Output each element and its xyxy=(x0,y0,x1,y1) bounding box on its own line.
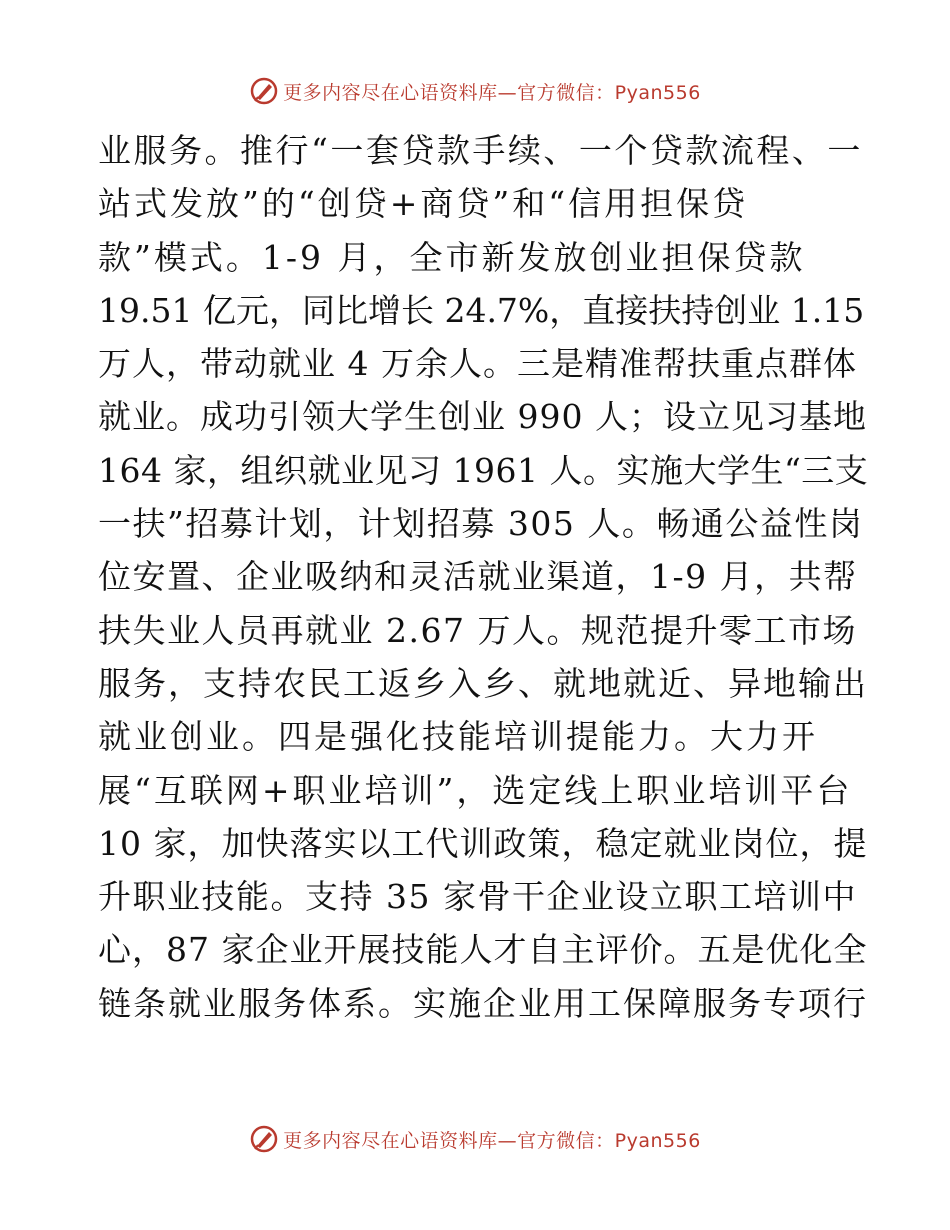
body-line: 链条就业服务体系。实施企业用工保障服务专项行 xyxy=(98,983,868,1023)
body-line: 19.51 亿元，同比增长 24.7%，直接扶持创业 1.15 xyxy=(98,290,865,330)
body-line: 扶失业人员再就业 2.67 万人。规范提升零工市场 xyxy=(98,610,857,650)
body-line: 一扶”招募计划，计划招募 305 人。畅通公益性岗 xyxy=(98,504,864,544)
header-watermark xyxy=(0,71,950,111)
body-line: 站式发放”的“创贷+商贷”和“信用担保贷 xyxy=(98,184,749,224)
quill-pen-logo-icon xyxy=(249,1124,279,1154)
quill-pen-logo-icon xyxy=(249,76,279,106)
footer-watermark-text: 更多内容尽在心语资料库—官方微信：Pyan556 xyxy=(283,1129,701,1152)
body-line: 服务，支持农民工返乡入乡、就地就近、异地输出 xyxy=(98,663,868,703)
body-line: 10 家，加快落实以工代训政策，稳定就业岗位，提 xyxy=(98,823,868,863)
body-line: 业服务。推行“一套贷款手续、一个贷款流程、一 xyxy=(98,131,863,170)
body-line: 就业创业。四是强化技能培训提能力。大力开 xyxy=(98,717,818,757)
body-line: 就业。成功引领大学生创业 990 人；设立见习基地 xyxy=(98,397,867,437)
body-line: 升职业技能。支持 35 家骨干企业设立职工培训中 xyxy=(98,877,857,917)
header-watermark-text: 更多内容尽在心语资料库—官方微信：Pyan556 xyxy=(283,81,701,104)
body-line: 万人，带动就业 4 万余人。三是精准帮扶重点群体 xyxy=(98,344,857,384)
body-line: 心，87 家企业开展技能人才自主评价。五是优化全 xyxy=(98,930,868,970)
footer-watermark xyxy=(0,1119,950,1159)
body-line: 展“互联网+职业培训”，选定线上职业培训平台 xyxy=(98,770,853,810)
body-line: 款”模式。1-9 月，全市新发放创业担保贷款 xyxy=(98,237,806,277)
body-line: 位安置、企业吸纳和灵活就业渠道，1-9 月，共帮 xyxy=(98,557,858,597)
body-line: 164 家，组织就业见习 1961 人。实施大学生“三支 xyxy=(98,450,869,490)
document-body xyxy=(98,124,868,1030)
